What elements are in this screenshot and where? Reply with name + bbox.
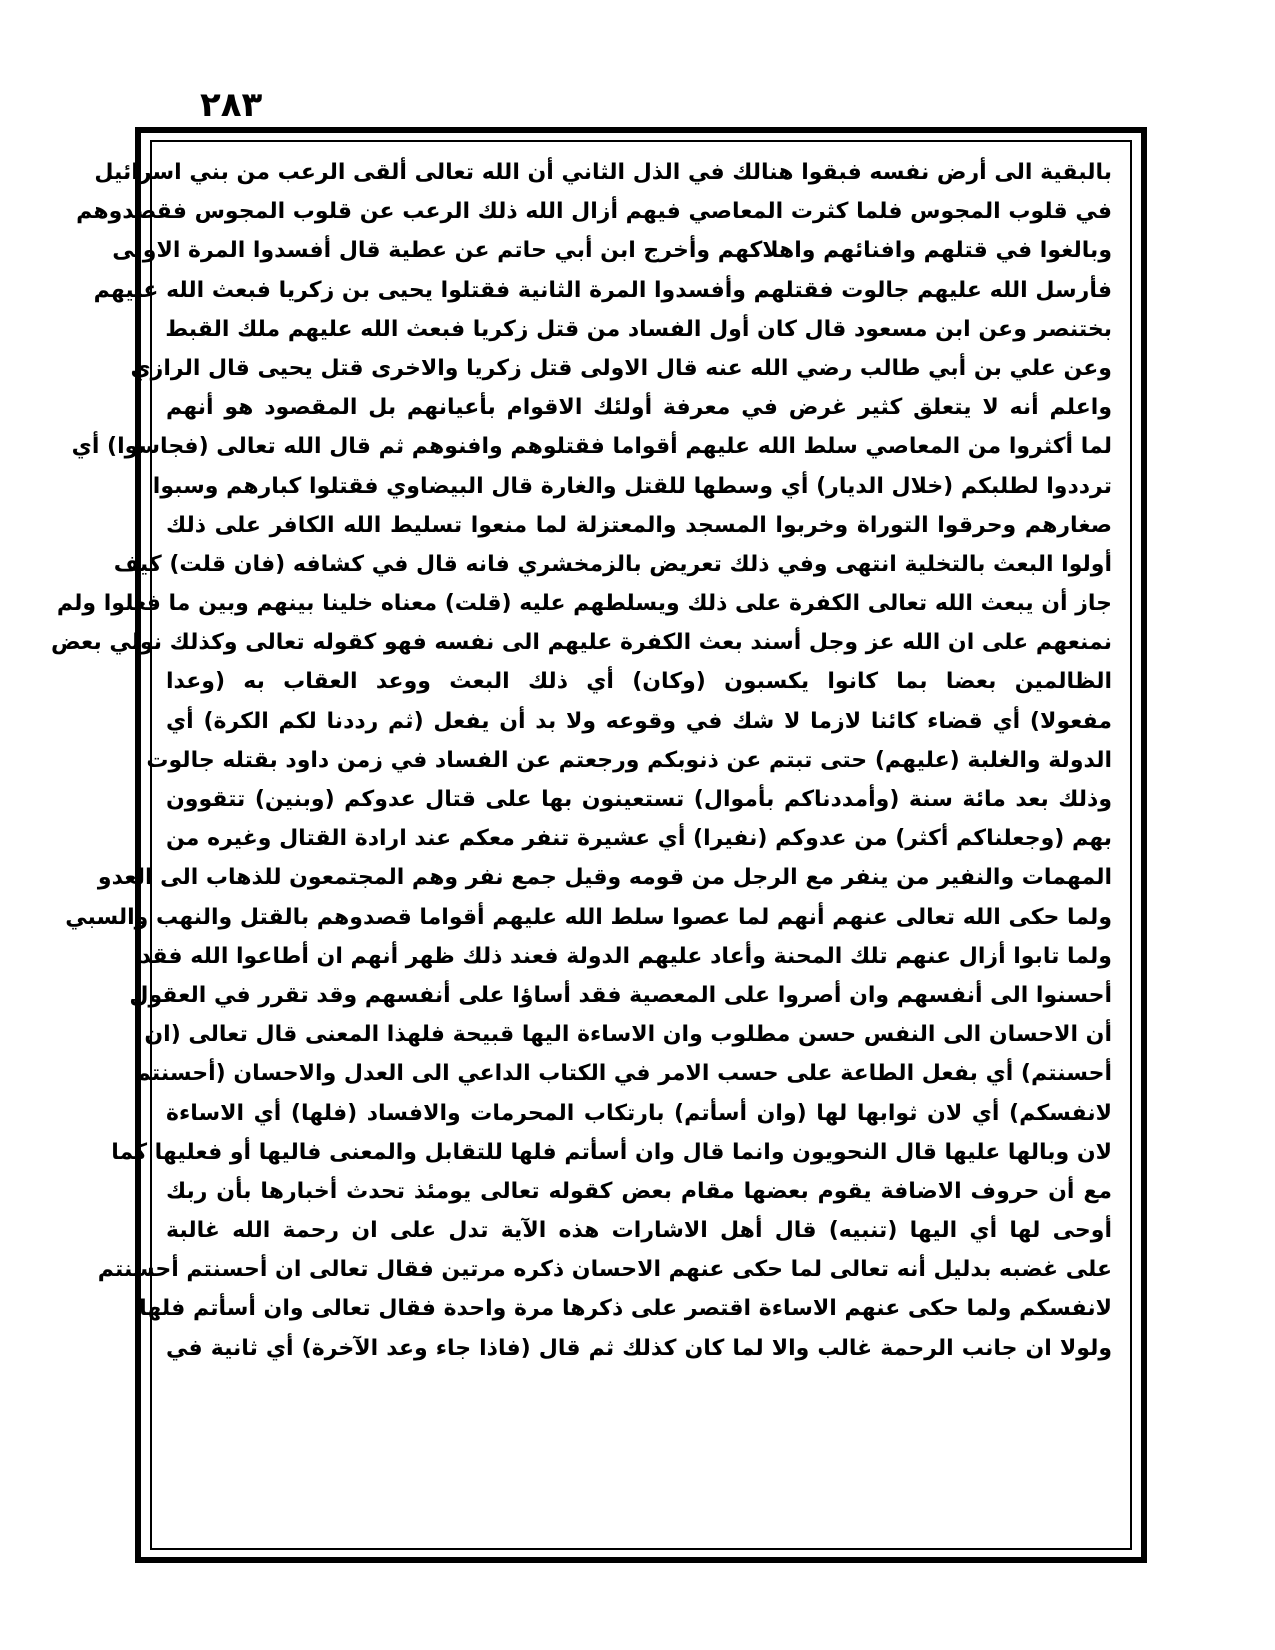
text-line: أحسنتم) أي بفعل الطاعة على حسب الامر في الكتاب الداعي الى العدل والاحسان (أحسنتم [134, 1061, 1112, 1087]
text-line: أن الاحسان الى النفس حسن مطلوب وان الاساءة اليها قبيحة فلهذا المعنى قال تعالى (ان [144, 1022, 1112, 1048]
text-line: مع أن حروف الاضافة يقوم بعضها مقام بعض كقوله تعالى يومئذ تحدث أخبارها بأن ربك [166, 1178, 1112, 1204]
text-line: على غضبه بدليل أنه تعالى لما حكى عنهم الاحسان ذكره مرتين فقال تعالى ان أحسنتم أحسنتم [97, 1257, 1112, 1283]
text-line: نمنعهم على ان الله عز وجل أسند بعث الكفرة عليهم الى نفسه فهو كقوله تعالى وكذلك نولي بعض [51, 630, 1112, 656]
page-number: ٢٨٣ [200, 85, 263, 125]
text-line: ترددوا لطلبكم (خلال الديار) أي وسطها للقتل والغارة قال البيضاوي فقتلوا كبارهم وسبوا [152, 473, 1112, 499]
text-line: ولولا ان جانب الرحمة غالب والا لما كان كذلك ثم قال (فاذا جاء وعد الآخرة) أي ثانية في [166, 1335, 1112, 1361]
text-line: لانفسكم ولما حكى عنهم الاساءة اقتصر على ذكرها مرة واحدة فقال تعالى وان أسأتم فلها [139, 1296, 1112, 1322]
text-line: في قلوب المجوس فلما كثرت المعاصي فيهم أزال الله ذلك الرعب عن قلوب المجوس فقصدوهم [76, 199, 1112, 225]
text-line: لان وبالها عليها قال النحويون وانما قال وان أسأتم فلها للتقابل والمعنى فاليها أو فعليها كما [111, 1139, 1112, 1165]
text-line: أوحى لها أي اليها (تنبيه) قال أهل الاشارات هذه الآية تدل على ان رحمة الله غالبة [166, 1218, 1112, 1244]
text-line: واعلم أنه لا يتعلق كثير غرض في معرفة أولئك الاقوام بأعيانهم بل المقصود هو أنهم [166, 395, 1112, 421]
text-line: المهمات والنفير من ينفر مع الرجل من قومه وقيل جمع نفر وهم المجتمعون للذهاب الى العدو [97, 865, 1112, 891]
text-line: ولما حكى الله تعالى عنهم أنهم لما عصوا سلط الله عليهم أقواما قصدوهم بالقتل والنهب والسبي [65, 904, 1112, 930]
text-line: ولما تابوا أزال عنهم تلك المحنة وأعاد عليهم الدولة فعند ذلك ظهر أنهم ان أطاعوا الله فقد [139, 943, 1112, 969]
text-line: الظالمين بعضا بما كانوا يكسبون (وكان) أي ذلك البعث ووعد العقاب به (وعدا [166, 669, 1112, 695]
text-line: لما أكثروا من المعاصي سلط الله عليهم أقواما فقتلوهم وافنوهم ثم قال الله تعالى (فجاسوا) أي [71, 434, 1112, 460]
text-line: بهم (وجعلناكم أكثر) من عدوكم (نفيرا) أي عشيرة تنفر معكم عند ارادة القتال وغيره من [166, 826, 1112, 852]
text-line: جاز أن يبعث الله تعالى الكفرة على ذلك ويسلطهم عليه (قلت) معناه خلينا بينهم وبين ما فعلوا ولم [56, 591, 1112, 617]
text-line: وعن علي بن أبي طالب رضي الله عنه قال الاولى قتل زكريا والاخرى قتل يحيى قال الرازي [130, 355, 1112, 381]
text-line: وبالغوا في قتلهم وافنائهم واهلاكهم وأخرج ابن أبي حاتم عن عطية قال أفسدوا المرة الاولى [112, 238, 1112, 264]
text-line: صغارهم وحرقوا التوراة وخربوا المسجد والمعتزلة لما منعوا تسليط الله الكافر على ذلك [166, 512, 1112, 538]
text-line: وذلك بعد مائة سنة (وأمددناكم بأموال) تستعينون بها على قتال عدوكم (وبنين) تتقوون [166, 787, 1112, 812]
text-line: فأرسل الله عليهم جالوت فقتلهم وأفسدوا المرة الثانية فقتلوا يحيى بن زكريا فبعث الله عليهم [93, 277, 1112, 303]
text-line: لانفسكم) أي لان ثوابها لها (وان أسأتم) بارتكاب المحرمات والافساد (فلها) أي الاساءة [166, 1100, 1112, 1126]
text-line: أولوا البعث بالتخلية انتهى وفي ذلك تعريض بالزمخشري فانه قال في كشافه (فان قلت) كيف [113, 551, 1112, 577]
text-line: بالبقية الى أرض نفسه فبقوا هنالك في الذل الثاني أن الله تعالى ألقى الرعب من بني اسرائيل [94, 160, 1112, 185]
text-body [51, 153, 1132, 1368]
text-line: أحسنوا الى أنفسهم وان أصروا على المعصية فقد أساؤا على أنفسهم وقد تقرر في العقول [129, 982, 1112, 1008]
text-line: بختنصر وعن ابن مسعود قال كان أول الفساد من قتل زكريا فبعث الله عليهم ملك القبط [165, 316, 1112, 342]
text-line: الدولة والغلبة (عليهم) حتى تبتم عن ذنوبكم ورجعتم عن الفساد في زمن داود بقتله جالوت [146, 747, 1112, 773]
text-line: مفعولا) أي قضاء كائنا لازما لا شك في وقوعه ولا بد أن يفعل (ثم رددنا لكم الكرة) أي [166, 708, 1112, 734]
